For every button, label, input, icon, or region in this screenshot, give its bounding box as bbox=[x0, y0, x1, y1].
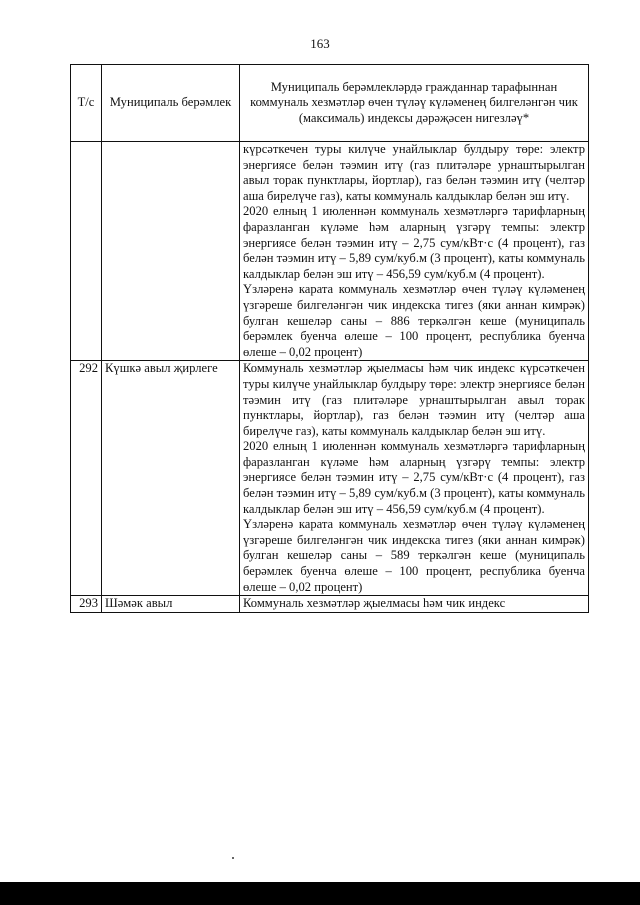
page-number: 163 bbox=[310, 36, 330, 51]
grounds-paragraph: 2020 елның 1 июленнән коммуналь хезмәтләргә тарифларның фаразланган күләме һәм аларның үзгәрү темпы: электр энергиясе белән тәэмин итү – 2,75 сум/кВт·с (4 процент), газ белән тәэмин итү – 5,89 сум/куб.м (3 процент), каты коммуналь калдыклар белән эш итү – 456,59 сум/куб.м (4 процент). bbox=[243, 439, 585, 516]
grounds-paragraph: 2020 елның 1 июленнән коммуналь хезмәтләргә тарифларның фаразланган күләме һәм аларның үзгәрү темпы: электр энергиясе белән тәэмин итү – 2,75 сум/кВт·с (4 процент), газ белән тәэмин итү – 5,89 сум/куб.м (3 процент), каты коммуналь калдыклар белән эш итү – 456,59 сум/куб.м (4 процент). bbox=[243, 204, 585, 281]
grounds-paragraph: Коммуналь хезмәтләр җыелмасы һәм чик индекс күрсәткечен туры килүче унайлыклар булдыру төре: электр энергиясе белән тәэмин итү (газ плитәләре урнаштырылган авыл торак пунктлары, йортлар), газ белән тәэмин итү (челтәр аша бирелүче газ), каты коммуналь калдыклар белән эш итү. bbox=[243, 361, 585, 438]
row-municipality bbox=[102, 142, 240, 361]
header-municipality: Муниципаль берәмлек bbox=[102, 65, 240, 142]
row-number bbox=[71, 142, 102, 361]
grounds-paragraph: күрсәткечен туры килүче унайлыклар булдыру төре: электр энергиясе белән тәэмин итү (газ плитәләре урнаштырылган авыл торак пунктлары, йортлар), газ белән тәэмин итү (челтәр аша бирелүче газ), каты коммуналь калдыклар белән эш итү. bbox=[243, 142, 585, 203]
row-number: 292 bbox=[71, 361, 102, 596]
row-number: 293 bbox=[71, 596, 102, 613]
row-grounds bbox=[240, 142, 589, 361]
table-row bbox=[71, 596, 589, 613]
row-grounds bbox=[240, 596, 589, 613]
grounds-table bbox=[70, 64, 589, 613]
header-number: Т/с bbox=[71, 65, 102, 142]
table-row bbox=[71, 361, 589, 596]
scan-bottom-border bbox=[0, 882, 640, 905]
table-header-row bbox=[71, 65, 589, 142]
grounds-paragraph: Үзләренә карата коммуналь хезмәтләр өчен түләү күләменең үзгәреше билгеләнгән чик индекска тигез (яки аннан кимрәк) булган кешеләр саны – 589 теркәлгән кеше (муниципаль берәмлек буенча өлеше – 100 процент, республика буенча өлеше – 0,02 процент) bbox=[243, 517, 585, 594]
row-municipality: Шәмәк авыл bbox=[102, 596, 240, 613]
table-row bbox=[71, 142, 589, 361]
scan-speck bbox=[232, 857, 234, 859]
row-grounds bbox=[240, 361, 589, 596]
grounds-paragraph: Үзләренә карата коммуналь хезмәтләр өчен түләү күләменең үзгәреше билгеләнгән чик индекска тигез (яки аннан кимрәк) булган кешеләр саны – 886 теркәлгән кеше (муниципаль берәмлек буенча өлеше – 100 процент, республика буенча өлеше – 0,02 процент) bbox=[243, 282, 585, 359]
grounds-paragraph: Коммуналь хезмәтләр җыелмасы һәм чик индекс bbox=[243, 596, 506, 611]
row-municipality: Күшкә авыл җирлеге bbox=[102, 361, 240, 596]
header-grounds: Муниципаль берәмлекләрдә гражданнар тарафыннан коммуналь хезмәтләр өчен түләү күләменең билгеләнгән чик (максималь) индексы дәрәҗәсен нигезләү* bbox=[240, 65, 589, 142]
